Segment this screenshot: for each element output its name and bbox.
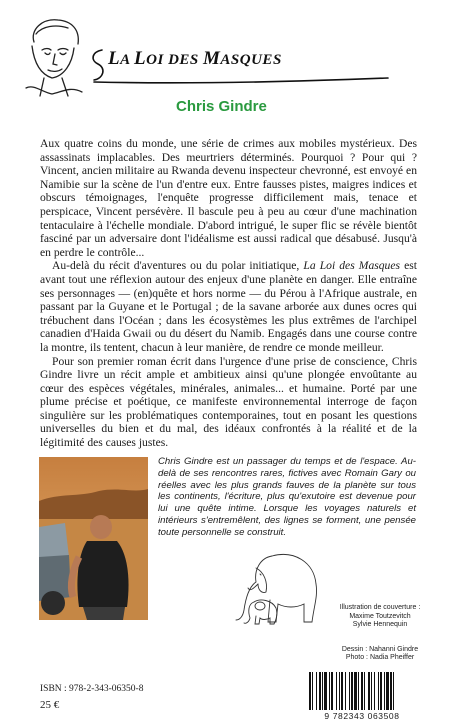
- synopsis-paragraph-3: Pour son premier roman écrit dans l'urgence d'une prise de conscience, Chris Gindre livre un récit ample et ambitieux ainsi qu'une plongée envoûtante au cœur des espèces végétales, minérales, animales... et humaine. Porté par une plume précise et poétique, ce manifeste environnemental interroge de façon singulière sur les problématiques contemporaines, tout en posant les questions universelles du bien et du mal, des idéaux confrontés à la réalité et de la légitimité des causes justes.: [40, 354, 417, 450]
- author-bio: Chris Gindre est un passager du temps et de l'espace. Au-delà de ses rencontres rares, fictives avec Romain Gary ou réelles avec les plus grands fauves de la planète sur tous les continents, l'écriture, plus qu'exutoire est devenue pour lui une quête intime. Lorsque les voyages naturels et intérieurs s'entremêlent, des lignes se forment, une pensée toute personnelle se construit.: [158, 456, 416, 538]
- synopsis-paragraph-1: Aux quatre coins du monde, une série de crimes aux mobiles mystérieux. Des assassinats implacables. Des meurtriers déterminés. Pourquoi ? Pour qui ? Vincent, ancien militaire au Rwanda devenu inspecteur chevronné, est envoyé en Namibie sur la scène de l'un d'entre eux. Entre fausses pistes, maigres indices et obscurs témoignages, l'enquête progresse difficilement mais, tenace et perspicace, Vincent persévère. Il bascule peu à peu au cœur d'une machination tentaculaire à l'échelle mondiale. D'abord intrigué, le super flic se révèle bientôt fasciné par un adversaire dont l'idéalisme est aussi radical que désabusé. Jusqu'à en perdre le contrôle...: [40, 137, 417, 259]
- barcode-icon: [307, 672, 419, 710]
- elephant-drawing-icon: [214, 548, 324, 628]
- price: 25 €: [40, 699, 60, 711]
- face-sketch-icon: [12, 12, 92, 104]
- isbn: ISBN : 978-2-343-06350-8: [40, 684, 144, 694]
- credits: Illustration de couverture : Maxime Toutzevitch Sylvie Hennequin Dessin : Nahanni Gindre Photo : Nadia Pheiffer: [339, 604, 421, 661]
- synopsis-paragraph-2: Au-delà du récit d'aventures ou du polar initiatique, La Loi des Masques est avant tout une réflexion autour des enjeux d'une planète en danger. Elle entraîne ses personnages — (en)quête et hors norme — du Pérou à l'Afrique australe, en passant par la Guyane et le Portugal ; de la savane arborée aux dunes ocres qui trébuchent dans l'Océan ; dans les écosystèmes les plus extrêmes de l'archipel canadien d'Haida Gwaii ou du désert du Namib. Engagés dans une course contre la montre, ils tentent, chacun à leur manière, de rendre ce monde meilleur.: [40, 259, 417, 354]
- synopsis: [40, 137, 417, 450]
- barcode-digits: 9 782343 063508: [324, 711, 400, 721]
- book-title: [88, 46, 418, 86]
- author-photo: [39, 457, 148, 620]
- author-photo-illustration: [39, 457, 148, 620]
- author-name: Chris Gindre: [176, 98, 267, 115]
- title-text: LA LOI DES MASQUES: [108, 48, 282, 69]
